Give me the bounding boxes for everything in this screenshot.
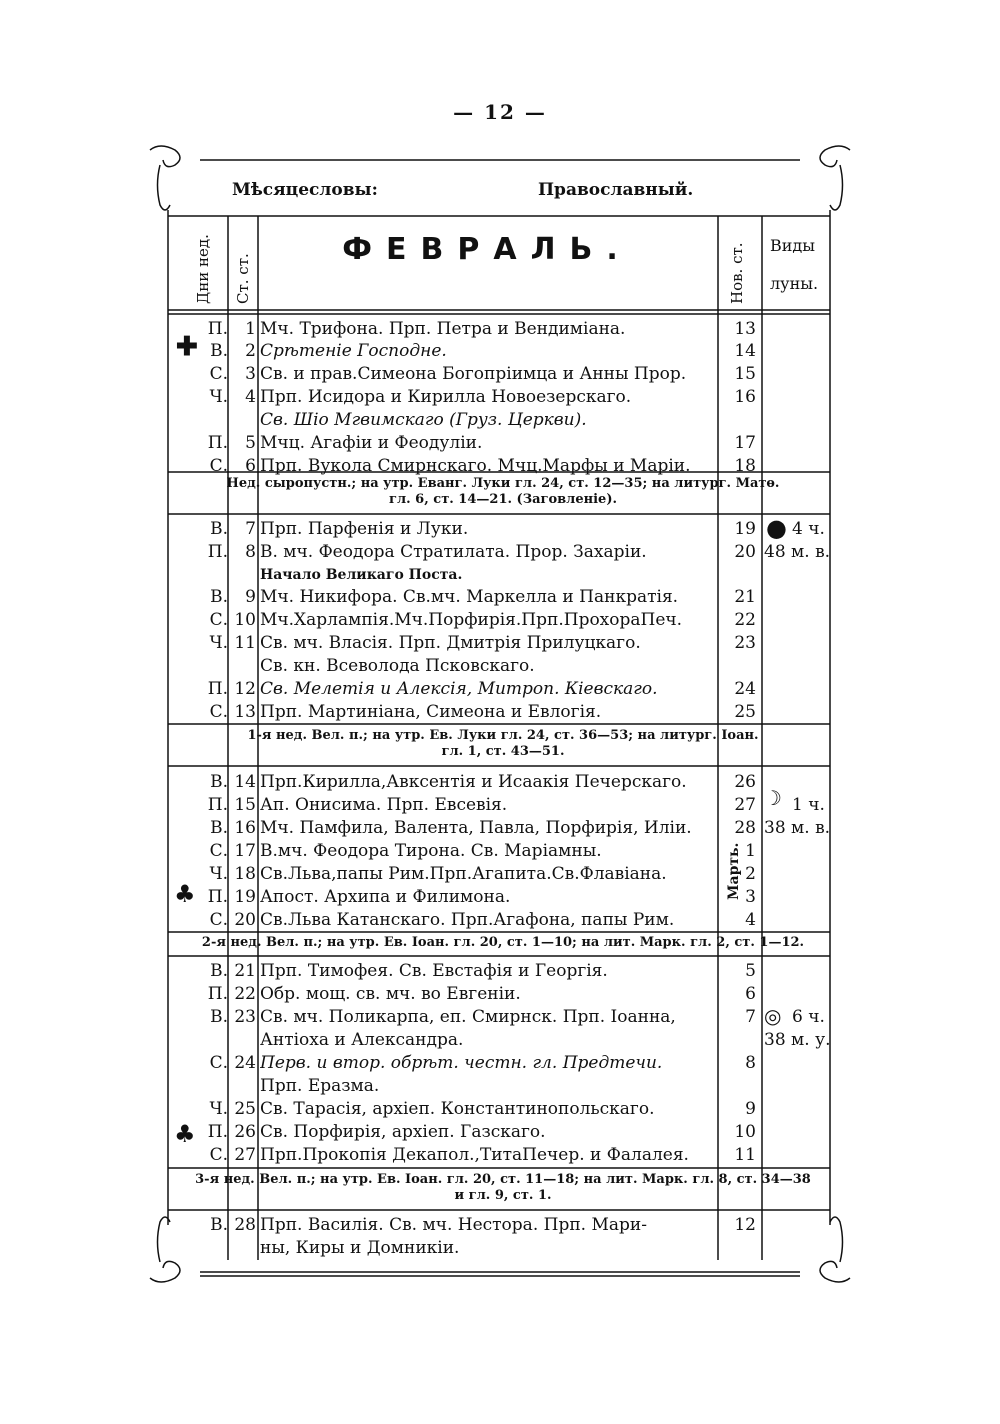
new-style-cell: 14 xyxy=(734,341,756,361)
note-line-1: 2-я нед. Вел. п.; на утр. Ев. Iоан. гл. 20, ст. 1—10; на лит. Марк. гл. 2, ст. 1—12. xyxy=(201,935,805,950)
old-style-cell: 4 xyxy=(245,387,256,407)
note-line-1: 3-я нед. Вел. п.; на утр. Ев. Iоан. гл. 20, ст. 11—18; на лит. Марк. гл. 8, ст. 34—38 xyxy=(195,1172,811,1187)
old-style-cell: 18 xyxy=(234,864,256,884)
saint-names-cell: Апост. Архипа и Филимона. xyxy=(260,887,511,907)
week-reading-note xyxy=(168,476,838,508)
old-style-cell: 19 xyxy=(234,887,256,907)
old-style-cell: 20 xyxy=(234,910,256,930)
calendar-row xyxy=(168,1144,840,1167)
day-cell: С. xyxy=(209,610,228,630)
header-right: Православный. xyxy=(538,180,694,200)
calendar-row xyxy=(168,1029,840,1052)
day-cell: В. xyxy=(210,1007,228,1027)
calendar-row xyxy=(168,1006,840,1029)
new-style-cell: 15 xyxy=(734,364,756,384)
moon-cell: 1 ч. xyxy=(792,795,825,815)
saint-names-cell: Мч. Никифора. Св.мч. Маркелла и Панкратiя. xyxy=(260,587,679,607)
day-cell: Ч. xyxy=(209,387,228,407)
day-cell: В. xyxy=(210,587,228,607)
new-style-cell: 4 xyxy=(745,910,756,930)
saint-names-cell: Срѣтенiе Господне. xyxy=(260,341,447,361)
calendar-row xyxy=(168,771,840,794)
saint-names-cell: Прп. Вукола Смирнскаго. Мчц.Марфы и Марiи. xyxy=(260,456,691,476)
saint-names-cell: Мчц. Агафiи и Феодулiи. xyxy=(260,433,483,453)
old-style-cell: 7 xyxy=(245,519,256,539)
calendar-row xyxy=(168,701,840,724)
new-style-cell: 13 xyxy=(734,319,756,339)
moon-cell: 6 ч. xyxy=(792,1007,825,1027)
saint-names-cell: Перв. и втор. обрѣт. честн. гл. Предтечи. xyxy=(260,1053,663,1073)
new-style-cell: 22 xyxy=(734,610,756,630)
new-style-cell: 23 xyxy=(734,633,756,653)
old-style-cell: 6 xyxy=(245,456,256,476)
new-style-cell: 18 xyxy=(734,456,756,476)
new-style-cell: 9 xyxy=(745,1099,756,1119)
old-style-cell: 14 xyxy=(234,772,256,792)
note-line-1: 1-я нед. Вел. п.; на утр. Ев. Луки гл. 24, ст. 36—53; на литург. Iоан. xyxy=(247,728,759,743)
saint-names-cell: Мч. Трифона. Прп. Петра и Вендимiана. xyxy=(260,319,626,339)
saint-names-cell: Св. мч. Поликарпа, еп. Смирнск. Прп. Iоанна, xyxy=(260,1007,676,1027)
new-style-cell: 20 xyxy=(734,542,756,562)
calendar-row xyxy=(168,909,840,932)
new-style-cell: 6 xyxy=(745,984,756,1004)
calendar-row xyxy=(168,655,840,678)
saint-names-cell: Св. Мелетiя и Алексiя, Митроп. Кiевскаго. xyxy=(260,679,658,699)
new-style-cell: 19 xyxy=(734,519,756,539)
day-cell: В. xyxy=(210,818,228,838)
day-cell: П. xyxy=(207,319,228,339)
new-style-cell: 17 xyxy=(734,433,756,453)
new-style-cell: 12 xyxy=(734,1215,756,1235)
note-line-2: и гл. 9, ст. 1. xyxy=(454,1188,552,1203)
old-style-cell: 22 xyxy=(234,984,256,1004)
new-style-cell: 7 xyxy=(745,1007,756,1027)
week-reading-note xyxy=(168,935,838,951)
saint-names-cell: Прп. Парфенiя и Луки. xyxy=(260,519,469,539)
new-style-cell: 24 xyxy=(734,679,756,699)
week-reading-note xyxy=(168,728,838,760)
saint-names-cell: Прп. Мартинiана, Симеона и Евлогiя. xyxy=(260,702,602,722)
new-style-cell: 28 xyxy=(734,818,756,838)
old-style-cell: 13 xyxy=(234,702,256,722)
new-style-cell: 26 xyxy=(734,772,756,792)
note-line-1: Нед. сыропустн.; на утр. Еванг. Луки гл. 24, ст. 12—35; на литург. Матѳ. xyxy=(226,476,780,491)
calendar-row xyxy=(168,318,840,341)
feast-mark-icon: ♣ xyxy=(174,880,196,908)
old-style-cell: 21 xyxy=(234,961,256,981)
calendar-row xyxy=(168,632,840,655)
saint-names-cell: Мч. Памфила, Валента, Павла, Порфирiя, Илiи. xyxy=(260,818,692,838)
day-cell: П. xyxy=(207,887,228,907)
saint-names-cell: Прп.Кирилла,Авксентiя и Исаакiя Печерскаго. xyxy=(260,772,687,792)
march-label: Марть. xyxy=(726,842,742,900)
day-cell: С. xyxy=(209,1053,228,1073)
old-style-cell: 25 xyxy=(234,1099,256,1119)
old-style-cell: 3 xyxy=(245,364,256,384)
old-style-cell: 23 xyxy=(234,1007,256,1027)
old-style-cell: 9 xyxy=(245,587,256,607)
saint-names-cell: В. мч. Феодора Стратилата. Прор. Захарiи. xyxy=(260,542,647,562)
new-style-cell: 5 xyxy=(745,961,756,981)
day-cell: С. xyxy=(209,364,228,384)
new-style-cell: 11 xyxy=(734,1145,756,1165)
feast-cross-icon: ✚ xyxy=(176,332,198,362)
calendar-row xyxy=(168,518,840,541)
col-moon-header-2: луны. xyxy=(770,274,819,293)
calendar-row xyxy=(168,1052,840,1075)
old-style-cell: 2 xyxy=(245,341,256,361)
old-style-cell: 26 xyxy=(234,1122,256,1142)
day-cell: С. xyxy=(209,1145,228,1165)
old-style-cell: 5 xyxy=(245,433,256,453)
moon-cell: 48 м. в. xyxy=(764,542,831,562)
day-cell: П. xyxy=(207,1122,228,1142)
first-quarter-icon: ☽ xyxy=(764,786,782,810)
old-style-cell: 15 xyxy=(234,795,256,815)
saint-names-cell: Мч.Харлампiя.Мч.Порфирiя.Прп.ПрохораПеч. xyxy=(260,610,683,630)
calendar-row xyxy=(168,678,840,701)
calendar-row xyxy=(168,340,840,363)
saint-names-cell: Св.Льва,папы Рим.Прп.Агапита.Св.Флавiана. xyxy=(260,864,667,884)
day-cell: П. xyxy=(207,542,228,562)
note-line-2: гл. 1, ст. 43—51. xyxy=(441,744,565,759)
week-reading-note xyxy=(168,1172,838,1204)
old-style-cell: 10 xyxy=(234,610,256,630)
saint-names-cell: Ап. Онисима. Прп. Евсевiя. xyxy=(260,795,508,815)
calendar-row xyxy=(168,455,840,478)
new-style-cell: 16 xyxy=(734,387,756,407)
new-style-cell: 8 xyxy=(745,1053,756,1073)
calendar-row xyxy=(168,983,840,1006)
moon-cell: 38 м. в. xyxy=(764,818,831,838)
saint-names-cell: Св. и прав.Симеона Богопрiимца и Анны Прор. xyxy=(260,364,687,384)
new-moon-icon: ● xyxy=(766,514,787,542)
calendar-row xyxy=(168,1237,840,1260)
saint-names-cell: Св.Льва Катанскаго. Прп.Агафона, папы Рим. xyxy=(260,910,675,930)
calendar-row xyxy=(168,386,840,409)
calendar-row xyxy=(168,1121,840,1144)
col-new-style-header: Нов. ст. xyxy=(728,242,746,304)
day-cell: В. xyxy=(210,519,228,539)
note-line-2: гл. 6, ст. 14—21. (Заговленiе). xyxy=(389,492,617,507)
old-style-cell: 11 xyxy=(234,633,256,653)
old-style-cell: 17 xyxy=(234,841,256,861)
new-style-cell: 10 xyxy=(734,1122,756,1142)
saint-names-cell: Св. Тарасiя, архiеп. Константинопольскаго. xyxy=(260,1099,655,1119)
saint-names-cell: Св. Шiо Мгвимскаго (Груз. Церкви). xyxy=(260,410,587,430)
col-days-header: Дни нед. xyxy=(194,234,212,304)
col-moon-header-1: Виды xyxy=(770,236,816,255)
calendar-row xyxy=(168,817,840,840)
old-style-cell: 8 xyxy=(245,542,256,562)
day-cell: Ч. xyxy=(209,633,228,653)
new-style-cell: 21 xyxy=(734,587,756,607)
page-number: — 12 — xyxy=(453,100,547,124)
calendar-row xyxy=(168,794,840,817)
calendar-row xyxy=(168,609,840,632)
old-style-cell: 28 xyxy=(234,1215,256,1235)
day-cell: Ч. xyxy=(209,864,228,884)
saint-names-cell: Св. кн. Всеволода Псковскаго. xyxy=(260,656,535,676)
calendar-row xyxy=(168,586,840,609)
saint-names-cell: Св. мч. Власiя. Прп. Дмитрiя Прилуцкаго. xyxy=(260,633,641,653)
day-cell: В. xyxy=(210,961,228,981)
day-cell: В. xyxy=(210,772,228,792)
calendar-row xyxy=(168,363,840,386)
calendar-row xyxy=(168,1075,840,1098)
old-style-cell: 24 xyxy=(234,1053,256,1073)
old-style-cell: 1 xyxy=(245,319,256,339)
month-title: ФЕВРАЛЬ. xyxy=(342,232,632,267)
calendar-row xyxy=(168,564,840,587)
saint-names-cell: ны, Киры и Домникiи. xyxy=(260,1238,460,1258)
new-style-cell: 25 xyxy=(734,702,756,722)
calendar-row xyxy=(168,1214,840,1237)
feast-mark-icon-2: ♣ xyxy=(174,1120,196,1148)
new-style-cell: 27 xyxy=(734,795,756,815)
moon-cell: 38 м. у. xyxy=(764,1030,831,1050)
saint-names-cell: Св. Порфирiя, архiеп. Газскаго. xyxy=(260,1122,546,1142)
day-cell: С. xyxy=(209,702,228,722)
day-cell: Ч. xyxy=(209,1099,228,1119)
col-old-style-header: Ст. ст. xyxy=(234,253,252,304)
old-style-cell: 27 xyxy=(234,1145,256,1165)
day-cell: П. xyxy=(207,795,228,815)
day-cell: В. xyxy=(210,341,228,361)
day-cell: С. xyxy=(209,456,228,476)
saint-names-cell: Обр. мощ. св. мч. во Евгенiи. xyxy=(260,984,521,1004)
saint-names-cell: Прп.Прокопiя Декапол.,ТитаПечер. и Фалалея. xyxy=(260,1145,689,1165)
saint-names-cell: Прп. Василiя. Св. мч. Нестора. Прп. Мари- xyxy=(260,1215,647,1235)
calendar-row xyxy=(168,541,840,564)
day-cell: С. xyxy=(209,841,228,861)
calendar-row xyxy=(168,432,840,455)
full-moon-icon: ◎ xyxy=(764,1004,782,1028)
calendar-row xyxy=(168,960,840,983)
day-cell: П. xyxy=(207,679,228,699)
day-cell: П. xyxy=(207,984,228,1004)
day-cell: П. xyxy=(207,433,228,453)
saint-names-cell: Антioха и Александра. xyxy=(260,1030,464,1050)
header-left: Мѣсяцесловы: xyxy=(232,180,378,200)
calendar-row xyxy=(168,409,840,432)
saint-names-cell: Прп. Тимофея. Св. Евстафiя и Георгiя. xyxy=(260,961,608,981)
day-cell: В. xyxy=(210,1215,228,1235)
calendar-row xyxy=(168,1098,840,1121)
new-style-cell: 1 xyxy=(745,841,756,861)
saint-names-cell: В.мч. Феодора Тирона. Св. Марiамны. xyxy=(260,841,602,861)
saint-names-cell: Прп. Еразма. xyxy=(260,1076,380,1096)
new-style-cell: 3 xyxy=(745,887,756,907)
new-style-cell: 2 xyxy=(745,864,756,884)
saint-names-cell: Прп. Исидора и Кирилла Новоезерскаго. xyxy=(260,387,632,407)
moon-cell: 4 ч. xyxy=(792,519,825,539)
day-cell: С. xyxy=(209,910,228,930)
saint-names-cell: Начало Великаго Поста. xyxy=(260,567,463,583)
old-style-cell: 16 xyxy=(234,818,256,838)
old-style-cell: 12 xyxy=(234,679,256,699)
